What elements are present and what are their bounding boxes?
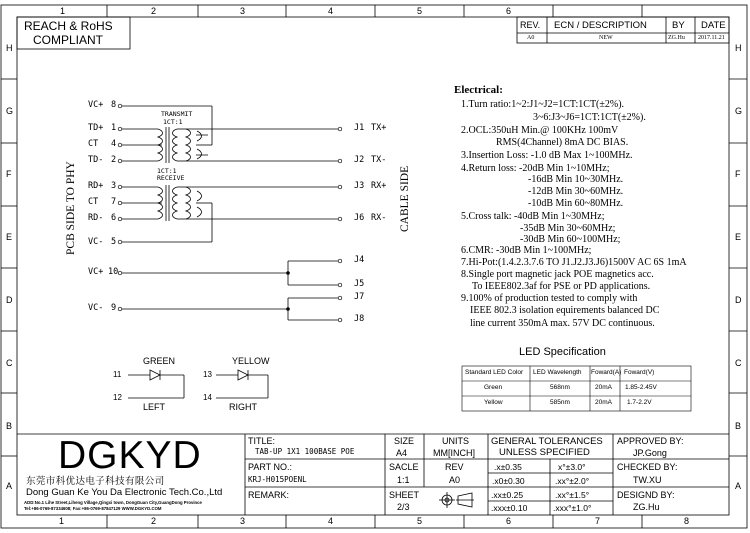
electrical-line: 8.Single port magnetic jack POE magnetics acc. <box>461 269 654 280</box>
pin-num-4: 4 <box>111 139 117 149</box>
tolerance-title-1: GENERAL TOLERANCES <box>491 436 603 447</box>
pin-name-tdminus: TD- <box>88 155 104 165</box>
schematic <box>120 106 340 398</box>
pin-num-5: 5 <box>111 237 117 247</box>
sheet-value: 2/3 <box>397 502 410 512</box>
ruler-row-g: G <box>6 106 14 116</box>
led-spec-header-fv: Foward(V) <box>624 369 655 376</box>
led-green-side: LEFT <box>143 402 166 412</box>
pin-name-vcplus-10: VC+ <box>88 267 104 277</box>
pin-name-ct-rx: CT <box>88 197 99 207</box>
led-spec-title: LED Specification <box>519 346 606 358</box>
electrical-line: -30dB Min 60~100MHz; <box>520 234 621 245</box>
tolerance-value: .xxx±0.10 <box>491 503 528 513</box>
ruler-col-6-bottom: 6 <box>506 516 512 526</box>
transmit-label: TRANSMIT <box>161 110 193 118</box>
ruler-col-3-bottom: 3 <box>240 516 246 526</box>
date-value: 2017.11.21 <box>698 35 725 41</box>
ruler-col-1-bottom: 1 <box>59 516 65 526</box>
ecn-value: NEW <box>599 35 613 41</box>
designed-label: DESIGND BY: <box>617 490 675 500</box>
ruler-col-1: 1 <box>60 6 66 16</box>
ruler-col-5: 5 <box>417 6 423 16</box>
sheet-label: SHEET <box>389 490 420 500</box>
electrical-line: -12dB Min 30~60MHz. <box>528 186 624 197</box>
pin-num-9: 9 <box>111 303 117 313</box>
company-address: ADD:No.1 Lihe Street,Liheng Village,Qingxi town, DongGuan City,GuangDong Province <box>24 500 202 505</box>
title-value: TAB-UP 1X1 100BASE POE <box>255 447 355 456</box>
company-name-en: Dong Guan Ke You Da Electronic Tech.Co.,Ltd <box>26 487 223 498</box>
compliance-line2: COMPLIANT <box>33 33 104 47</box>
ruler-col-4: 4 <box>328 6 334 16</box>
ecn-header: ECN / DESCRIPTION <box>554 20 647 31</box>
company-logo: DGKYD <box>58 434 202 477</box>
ruler-row-b-right: B <box>735 421 742 431</box>
by-value: ZG.Hu <box>668 35 685 41</box>
ruler-row-c-right: C <box>735 358 742 368</box>
tolerance-value: x°±3.0° <box>558 462 586 472</box>
ruler-row-c: C <box>6 358 13 368</box>
transmit-ratio: 1CT:1 <box>163 118 183 126</box>
signal-txplus: TX+ <box>371 123 387 133</box>
electrical-line: 6.CMR: -30dB Min 1~100MHz; <box>461 245 592 256</box>
checked-value: TW.XU <box>633 475 662 485</box>
ruler-col-4-bottom: 4 <box>328 516 334 526</box>
electrical-line: 2.OCL:350uH Min.@ 100KHz 100mV <box>461 125 619 136</box>
pin-name-ct-tx: CT <box>88 139 99 149</box>
ruler-row-h-right: H <box>735 43 742 53</box>
led-spec-cell: 20mA <box>595 399 612 406</box>
scale-value: 1:1 <box>397 475 410 485</box>
electrical-line: 7.Hi-Pot:(1.4.2.3.7.6 TO J1.J2.J3.J6)1500V AC 6S 1mA <box>461 257 687 268</box>
approved-value: JP.Gong <box>633 448 667 458</box>
pin-terminals <box>118 104 342 322</box>
pin-name-j6: J6 <box>354 213 365 223</box>
pin-name-j5: J5 <box>354 279 365 289</box>
designed-value: ZG.Hu <box>633 502 660 512</box>
size-label: SIZE <box>394 436 415 446</box>
electrical-line: -35dB Min 30~60MHz; <box>520 223 616 234</box>
pin-name-j8: J8 <box>354 314 365 324</box>
by-header: BY <box>672 20 685 31</box>
ruler-row-h: H <box>6 43 13 53</box>
pin-num-1: 1 <box>111 123 117 133</box>
pin-name-vcplus-8: VC+ <box>88 100 104 110</box>
ruler-row-b: B <box>6 421 13 431</box>
electrical-title: Electrical: <box>454 84 503 96</box>
pin-num-8: 8 <box>111 100 117 110</box>
title-label: TITLE: <box>248 436 276 446</box>
pin-name-tdplus: TD+ <box>88 123 104 133</box>
electrical-line: -10dB Min 60~80MHz. <box>528 198 624 209</box>
led-yellow-label: YELLOW <box>232 356 270 366</box>
pin-name-j1: J1 <box>354 123 365 133</box>
pin-name-vcminus-9: VC- <box>88 303 104 313</box>
pin-num-6: 6 <box>111 213 117 223</box>
pin-name-j4: J4 <box>354 255 365 265</box>
led-green-pin-b: 12 <box>113 393 122 402</box>
remark-label: REMARK: <box>248 490 290 500</box>
led-green-pin-a: 11 <box>113 370 122 379</box>
led-spec-header-fa: Foward(A) <box>591 369 622 376</box>
electrical-line: 9.100% of production tested to comply with <box>461 293 638 304</box>
tolerance-title-2: UNLESS SPECIFIED <box>499 447 590 458</box>
led-yellow-side: RIGHT <box>229 402 257 412</box>
ruler-row-f-right: F <box>735 169 741 179</box>
ruler-row-g-right: G <box>735 106 743 116</box>
electrical-line: IEEE 802.3 isolation equirements balanced DC <box>470 305 660 316</box>
electrical-line: line current 350mA max. 57V DC continuous. <box>470 318 655 329</box>
led-green-label: GREEN <box>143 356 176 366</box>
ruler-row-f: F <box>6 169 12 179</box>
approved-label: APPROVED BY: <box>617 436 684 446</box>
cable-side-label: CABLE SIDE <box>399 165 411 232</box>
ruler-col-6: 6 <box>506 6 512 16</box>
led-yellow-pin-b: 14 <box>203 393 212 402</box>
ruler-row-a-right: A <box>735 481 742 491</box>
electrical-line: 1.Turn ratio:1~2:J1~J2=1CT:1CT(±2%). <box>461 99 625 110</box>
led-yellow-pin-a: 13 <box>203 370 212 379</box>
pcb-side-label: PCB SIDE TO PHY <box>65 161 77 255</box>
led-spec-header-wavelength: LED Wavelength <box>533 369 582 376</box>
ruler-col-2-bottom: 2 <box>151 516 157 526</box>
electrical-line: 5.Cross talk: -40dB Min 1~30MHz; <box>461 211 605 222</box>
led-spec-cell: 1.7-2.2V <box>627 399 652 406</box>
pin-num-2: 2 <box>111 155 117 165</box>
rev-value: A0 <box>527 35 535 41</box>
led-spec-cell: 568nm <box>550 384 570 391</box>
checked-label: CHECKED BY: <box>617 462 678 472</box>
part-label: PART NO.: <box>248 462 293 472</box>
ruler-row-d: D <box>6 295 13 305</box>
company-name-cn: 东莞市科优达电子科技有限公司 <box>26 476 165 487</box>
ruler-col-8-bottom: 8 <box>684 516 690 526</box>
units-value: MM[INCH] <box>433 448 475 458</box>
projection-symbol-icon <box>439 492 474 508</box>
rev-header: REV. <box>520 20 541 30</box>
signal-rxplus: RX+ <box>371 181 387 191</box>
size-value: A4 <box>396 448 408 458</box>
led-spec-cell: 1.85-2.45V <box>625 384 657 391</box>
pin-num-7: 7 <box>111 197 117 207</box>
led-spec-cell: 20mA <box>595 384 612 391</box>
ruler-col-5-bottom: 5 <box>417 516 423 526</box>
electrical-line: 3.Insertion Loss: -1.0 dB Max 1~100MHz. <box>461 150 633 161</box>
pin-name-rdminus: RD- <box>88 213 104 223</box>
receive-ratio: 1CT:1 <box>157 167 177 175</box>
tolerance-value: .x0±0.30 <box>492 476 525 486</box>
led-spec-cell: Yellow <box>484 399 503 406</box>
pin-name-j3: J3 <box>354 181 365 191</box>
tolerance-value: .xx±0.25 <box>491 490 524 500</box>
rev-label: REV <box>445 462 464 472</box>
tolerance-value: .x±0.35 <box>494 462 522 472</box>
rev-value-tb: A0 <box>449 475 461 485</box>
receive-label: RECEIVE <box>157 174 185 182</box>
signal-txminus: TX- <box>371 155 387 165</box>
pin-name-j7: J7 <box>354 292 365 302</box>
tolerance-value: .xx°±2.0° <box>555 476 590 486</box>
pin-name-rdplus: RD+ <box>88 181 104 191</box>
electrical-line: -16dB Min 10~30MHz. <box>528 174 624 185</box>
pin-name-j2: J2 <box>354 155 365 165</box>
scale-label: SACLE <box>389 462 419 472</box>
ruler-col-3: 3 <box>240 6 246 16</box>
signal-rxminus: RX- <box>371 213 387 223</box>
ruler-row-d-right: D <box>735 295 742 305</box>
ruler-col-7-bottom: 7 <box>595 516 601 526</box>
tolerance-value: .xx°±1.5° <box>555 490 590 500</box>
electrical-line: RMS(4Channel) 8mA DC BIAS. <box>496 137 629 148</box>
ruler-row-e: E <box>6 232 13 242</box>
ruler-col-2: 2 <box>151 6 157 16</box>
pin-num-3: 3 <box>111 181 117 191</box>
pin-num-10: 10 <box>108 267 119 277</box>
led-spec-header-color: Standard LED Color <box>465 369 524 376</box>
units-label: UNITS <box>442 436 469 446</box>
date-header: DATE <box>701 20 726 31</box>
led-spec-cell: 585nm <box>550 399 570 406</box>
pin-name-vcminus-5: VC- <box>88 237 104 247</box>
ruler-row-e-right: E <box>735 232 742 242</box>
ruler-row-a: A <box>6 481 13 491</box>
tolerance-value: .xxx°±1.0° <box>553 503 592 513</box>
part-value: KRJ-H015POENL <box>248 475 307 484</box>
led-spec-cell: Green <box>484 384 503 391</box>
company-contact: Tel:+86-0769-87334608; Fax:+86-0769-87847129 WWW.DGKYD.COM <box>24 506 162 511</box>
electrical-line: 4.Return loss: -20dB Min 1~10MHz; <box>461 163 610 174</box>
electrical-line: 3~6:J3~J6=1CT:1CT(±2%). <box>533 112 646 123</box>
electrical-line: To IEEE802.3af for PSE or PD applications. <box>472 281 651 292</box>
compliance-line1: REACH & RoHS <box>24 19 113 33</box>
